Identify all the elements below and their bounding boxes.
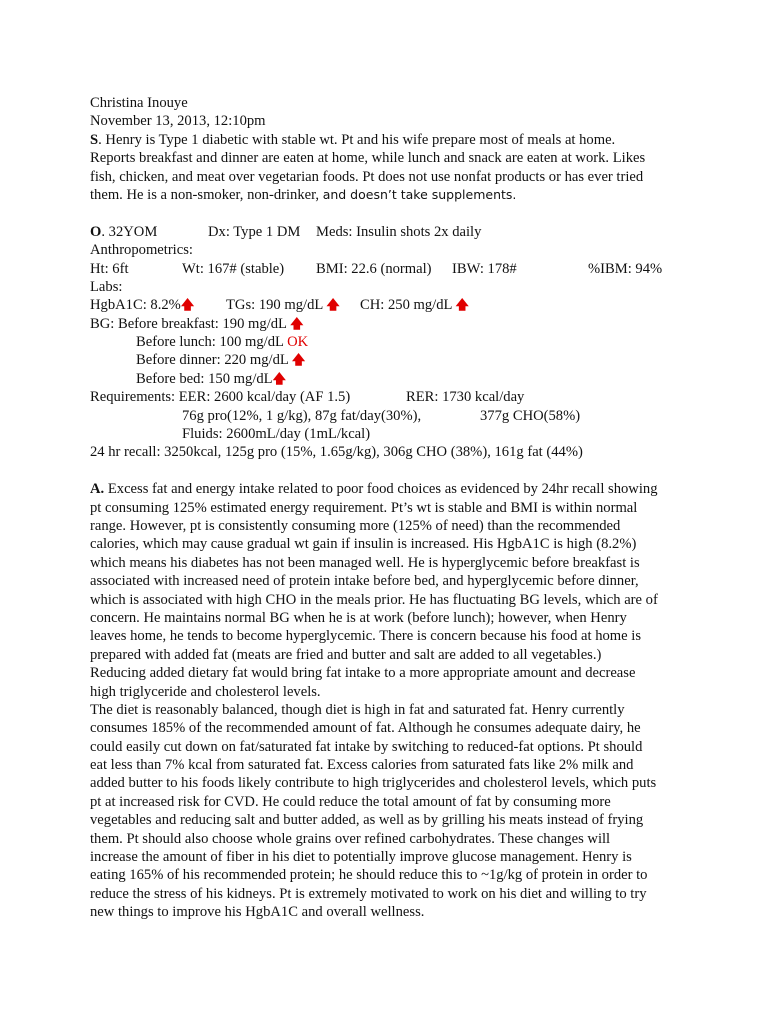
- assessment-text-line: eating 165% of his recommended protein; he should reduce this to ~1g/kg of protein in order to: [90, 867, 648, 884]
- objective-label: O: [90, 223, 102, 240]
- subjective-label: S: [90, 131, 99, 148]
- assessment-text-line: associated with increased need of protein intake before bed, and hyperglycemic before dinner,: [90, 573, 639, 590]
- assessment-label: A.: [90, 481, 105, 498]
- patient-age: . 32YOM: [101, 223, 158, 240]
- cholesterol-value: CH: 250 mg/dL: [360, 297, 452, 314]
- bmi: BMI: 22.6 (normal): [316, 260, 432, 277]
- ibw: IBW: 178#: [452, 260, 517, 277]
- bg-before-lunch: Before lunch: 100 mg/dL: [136, 334, 284, 351]
- requirements-fluids: Fluids: 2600mL/day (1mL/kcal): [182, 426, 371, 443]
- diagnosis: Dx: Type 1 DM: [208, 223, 301, 240]
- bg-before-dinner: Before dinner: 220 mg/dL: [136, 352, 289, 369]
- assessment-text-line: new things to improve his HgbA1C and overall wellness.: [90, 904, 425, 921]
- objective-section: [90, 223, 690, 462]
- subjective-text-line: Reports breakfast and dinner are eaten at home, while lunch and snack are eaten at work. Likes: [90, 150, 646, 167]
- requirements-eer: Requirements: EER: 2600 kcal/day (AF 1.5): [90, 389, 351, 406]
- arrow-up-icon: 🡅: [291, 353, 306, 369]
- anthropometrics-label: Anthropometrics:: [90, 242, 193, 259]
- subjective-text-line: . Henry is Type 1 diabetic with stable wt. Pt and his wife prepare most of meals at home.: [98, 131, 616, 148]
- assessment-text-line: which means his diabetes has not been managed well. He is hyperglycemic before breakfast is: [90, 554, 640, 571]
- arrow-up-icon: 🡅: [272, 371, 286, 387]
- weight: Wt: 167# (stable): [182, 260, 285, 277]
- note-date: November 13, 2013, 12:10pm: [90, 113, 266, 130]
- hgba1c-value: HgbA1C: 8.2%: [90, 297, 181, 314]
- arrow-up-icon: 🡅: [290, 316, 304, 332]
- medications: Meds: Insulin shots 2x daily: [316, 223, 482, 240]
- tgs-value: TGs: 190 mg/dL: [226, 297, 323, 314]
- subjective-section: [90, 131, 690, 205]
- height: Ht: 6ft: [90, 260, 129, 277]
- assessment-text-line: increase the amount of fiber in his diet to potentially improve glucose management. Henry is: [90, 849, 632, 866]
- arrow-up-icon: 🡅: [326, 298, 340, 314]
- assessment-text-line: pt at increased risk for CVD. He could reduce the total amount of fat by consuming more: [90, 793, 611, 810]
- assessment-text-line: vegetables and reducing salt and butter added, as well as by grilling his meats instead of frying: [90, 812, 644, 829]
- assessment-text-line: them. Pt should also choose whole grains over refined carbohydrates. These changes will: [90, 830, 611, 847]
- assessment-text-line: pt consuming 125% estimated energy requirement. Pt’s wt is stable and BMI is within normal: [90, 499, 638, 516]
- bg-before-bed: Before bed: 150 mg/dL: [136, 370, 273, 387]
- bg-lunch-status: OK: [287, 334, 309, 351]
- arrow-up-icon: 🡅: [180, 298, 195, 314]
- arrow-up-icon: 🡅: [455, 298, 469, 314]
- assessment-text-line: calories, which may cause gradual wt gain if insulin is increased. His HgbA1C is high (8.2%): [90, 536, 637, 553]
- assessment-section: [90, 480, 690, 921]
- percent-ibw: %IBM: 94%: [588, 260, 663, 277]
- requirements-rer: RER: 1730 kcal/day: [406, 389, 525, 406]
- assessment-text-line: leaves home, he tends to become hyperglycemic. There is concern because his food at home is: [90, 628, 641, 645]
- subjective-text-line: them. He is a non-smoker, non-drinker,: [90, 186, 323, 203]
- assessment-text-line: range. However, pt is consistently consuming more (125% of need) than the recommended: [90, 517, 621, 534]
- subjective-text-line: and doesn’t take supplements.: [322, 186, 517, 202]
- assessment-text-line: which is associated with high CHO in the meals prior. He has fluctuating BG levels, which are of: [90, 591, 658, 608]
- assessment-text-line: consumes 185% of the recommended amount of fat. Although he consumes adequate dairy, he: [90, 720, 641, 737]
- labs-label: Labs:: [90, 278, 123, 295]
- requirements-protein-fat: 76g pro(12%, 1 g/kg), 87g fat/day(30%),: [182, 407, 422, 424]
- assessment-text-line: Reducing added dietary fat would bring fat intake to a more appropriate amount and decrease: [90, 665, 636, 682]
- assessment-text-line: added butter to his foods likely contribute to high triglycerides and cholesterol levels, which puts: [90, 775, 657, 792]
- assessment-text-line: could easily cut down on fat/saturated fat intake by switching to reduced-fat options. Pt should: [90, 738, 643, 755]
- author-name: Christina Inouye: [90, 95, 188, 111]
- assessment-text-line: Excess fat and energy intake related to poor food choices as evidenced by 24hr recall showing: [104, 481, 658, 498]
- soap-note: [90, 94, 690, 922]
- requirements-cho: 377g CHO(58%): [480, 407, 581, 424]
- diet-recall: 24 hr recall: 3250kcal, 125g pro (15%, 1.65g/kg), 306g CHO (38%), 161g fat (44%): [90, 444, 583, 461]
- bg-before-breakfast: BG: Before breakfast: 190 mg/dL: [90, 315, 287, 332]
- assessment-text-line: eat less than 7% kcal from saturated fat. Excess calories from saturated fats like 2% milk and: [90, 757, 634, 774]
- subjective-text-line: fish, chicken, and meat over vegetarian foods. Pt does not use nonfat products or has ever tried: [90, 168, 644, 185]
- assessment-text-line: reduce the stress of his kidneys. Pt is extremely motivated to work on his diet and willing to try: [90, 885, 647, 902]
- assessment-text-line: prepared with added fat (meats are fried and butter and salt are added to all vegetables.): [90, 646, 602, 663]
- assessment-text-line: The diet is reasonably balanced, though diet is high in fat and saturated fat. Henry currently: [90, 701, 625, 718]
- assessment-text-line: concern. He maintains normal BG when he is at work (before lunch); however, when Henry: [90, 609, 627, 626]
- assessment-text-line: high triglyceride and cholesterol levels.: [90, 683, 321, 700]
